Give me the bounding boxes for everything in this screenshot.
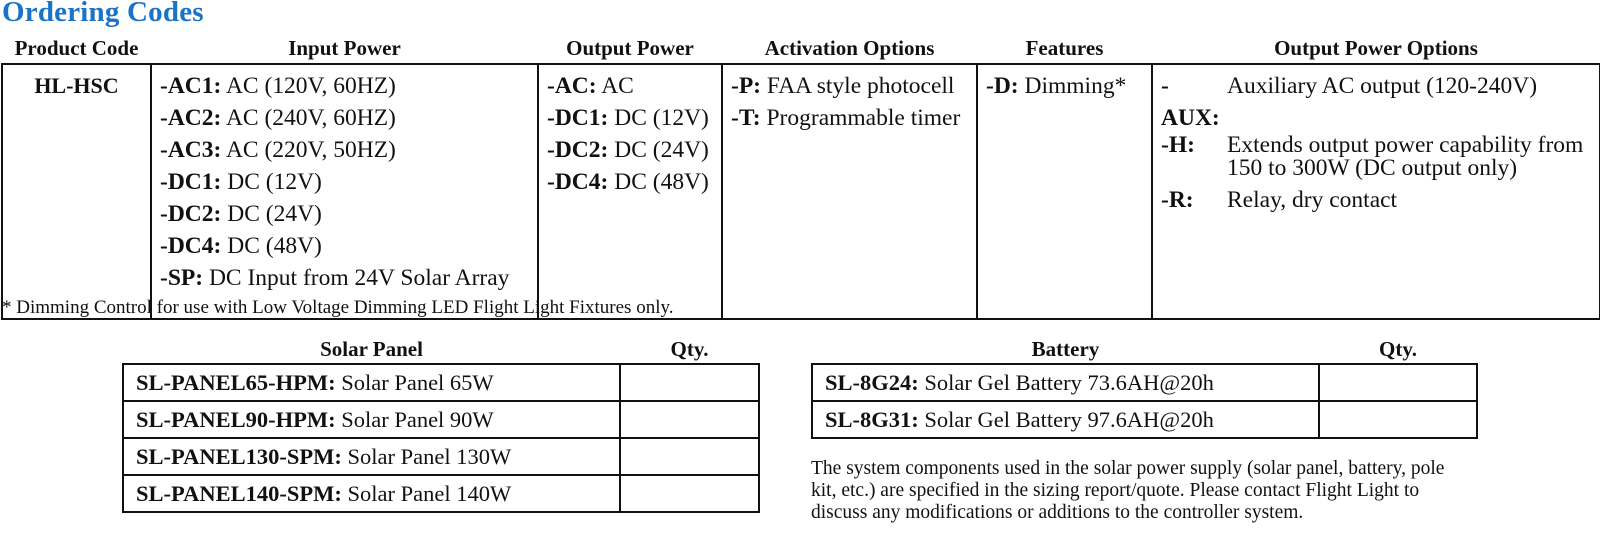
header-battery: Battery [1031,336,1100,361]
option-desc: Extends output power capability from 150 to 300W (DC output only) [1227,132,1584,181]
output-power-options-cell [1152,64,1600,319]
item-code: SL-PANEL140-SPM: [136,480,342,506]
item-desc: Solar Panel 130W [347,443,512,469]
option-desc: AC (120V, 60HZ) [225,73,396,99]
table-row [123,401,759,438]
solar-panel-header-row [123,335,759,364]
dimming-footnote: * Dimming Control for use with Low Voltage Dimming LED Flight Light Fixtures only. [2,297,674,318]
item-code: SL-PANEL65-HPM: [136,369,336,395]
header-output-power-options: Output Power Options [1274,35,1478,60]
option-code: -DC4: [160,233,222,259]
solar-panel-item [123,475,620,512]
table-row [123,438,759,475]
qty-field[interactable] [620,438,759,475]
option-code: -AC: [547,73,597,99]
item-desc: Solar Panel 140W [347,480,512,506]
option-desc: DC (24V) [614,137,709,163]
option-code: -DC2: [547,137,609,163]
option-desc: Relay, dry contact [1227,187,1398,213]
activation-option [731,70,968,102]
qty-field[interactable] [1319,364,1477,401]
activation-options-cell [722,64,977,319]
battery-item [812,401,1319,438]
input-power-option [160,70,529,102]
header-output-power: Output Power [566,35,694,60]
option-code: -AUX: [1161,73,1220,131]
header-input-power: Input Power [288,35,401,60]
qty-field[interactable] [620,475,759,512]
input-power-option [160,198,529,230]
option-desc: DC (12V) [614,105,709,131]
header-qty: Qty. [1379,336,1417,361]
qty-field[interactable] [620,401,759,438]
option-desc: FAA style photocell [766,73,955,99]
ordering-codes-header-row [2,33,1600,64]
qty-field[interactable] [1319,401,1477,438]
header-qty: Qty. [670,336,709,361]
option-code: -DC2: [160,201,222,227]
solar-panel-table [122,335,760,513]
input-power-option [160,166,529,198]
ordering-codes-table [1,33,1600,320]
output-power-option [547,166,713,198]
output-power-option [547,134,713,166]
option-desc: DC (24V) [227,201,322,227]
option-desc: DC (48V) [227,233,322,259]
output-power-option [547,70,713,102]
option-desc: DC (48V) [614,169,709,195]
option-code: -R: [1161,187,1194,213]
solar-panel-item [123,438,620,475]
item-code: SL-8G24: [825,369,919,395]
item-desc: Solar Panel 65W [341,369,494,395]
option-code: -AC1: [160,73,222,99]
output-power-option-item [1161,70,1591,134]
output-power-cell [538,64,722,319]
qty-field[interactable] [620,364,759,401]
feature-option [986,70,1143,102]
item-code: SL-PANEL130-SPM: [136,443,342,469]
option-desc: DC (12V) [227,169,322,195]
battery-table [811,335,1478,439]
option-code: -H: [1161,132,1195,158]
page-title: Ordering Codes [2,0,204,28]
system-components-note: The system components used in the solar power supply (solar panel, battery, pole kit, etc.) are specified in the sizing report/quote. Please contact Flight Light to discuss any modifications or additions to the controller system. [811,458,1445,523]
option-code: -DC1: [160,169,222,195]
option-desc: AC [601,73,634,99]
option-desc: AC (220V, 50HZ) [225,137,396,163]
input-power-option [160,230,529,262]
option-code: -SP: [160,265,204,291]
item-desc: Solar Gel Battery 97.6AH@20h [924,406,1214,432]
item-code: SL-PANEL90-HPM: [136,406,336,432]
option-code: -AC3: [160,137,222,163]
header-solar-panel: Solar Panel [320,336,423,361]
solar-panel-item [123,364,620,401]
option-code: -DC1: [547,105,609,131]
item-code: SL-8G31: [825,406,919,432]
option-code: -T: [731,105,761,131]
option-code: -P: [731,73,762,99]
battery-header-row [812,335,1477,364]
battery-item [812,364,1319,401]
table-row [812,364,1477,401]
ordering-codes-row [2,64,1600,319]
option-desc: AC (240V, 60HZ) [225,105,396,131]
input-power-option [160,102,529,134]
activation-option [731,102,968,134]
option-code: -D: [986,73,1019,99]
header-product-code: Product Code [14,35,139,60]
option-desc: DC Input from 24V Solar Array [208,265,510,291]
features-cell [977,64,1152,319]
option-code: -DC4: [547,169,609,195]
option-desc: Auxiliary AC output (120-240V) [1227,73,1538,99]
solar-panel-item [123,401,620,438]
output-power-option-item [1161,189,1591,212]
product-code-cell: HL-HSC [2,64,151,319]
option-desc: Dimming* [1024,73,1127,99]
header-activation-options: Activation Options [764,35,935,60]
input-power-option [160,134,529,166]
input-power-cell [151,64,538,319]
output-power-option [547,102,713,134]
table-row [812,401,1477,438]
option-desc: Programmable timer [766,105,961,131]
item-desc: Solar Gel Battery 73.6AH@20h [924,369,1214,395]
input-power-option [160,262,529,294]
table-row [123,364,759,401]
output-power-option-item [1161,134,1591,180]
header-features: Features [1025,35,1104,60]
option-code: -AC2: [160,105,222,131]
table-row [123,475,759,512]
item-desc: Solar Panel 90W [341,406,494,432]
